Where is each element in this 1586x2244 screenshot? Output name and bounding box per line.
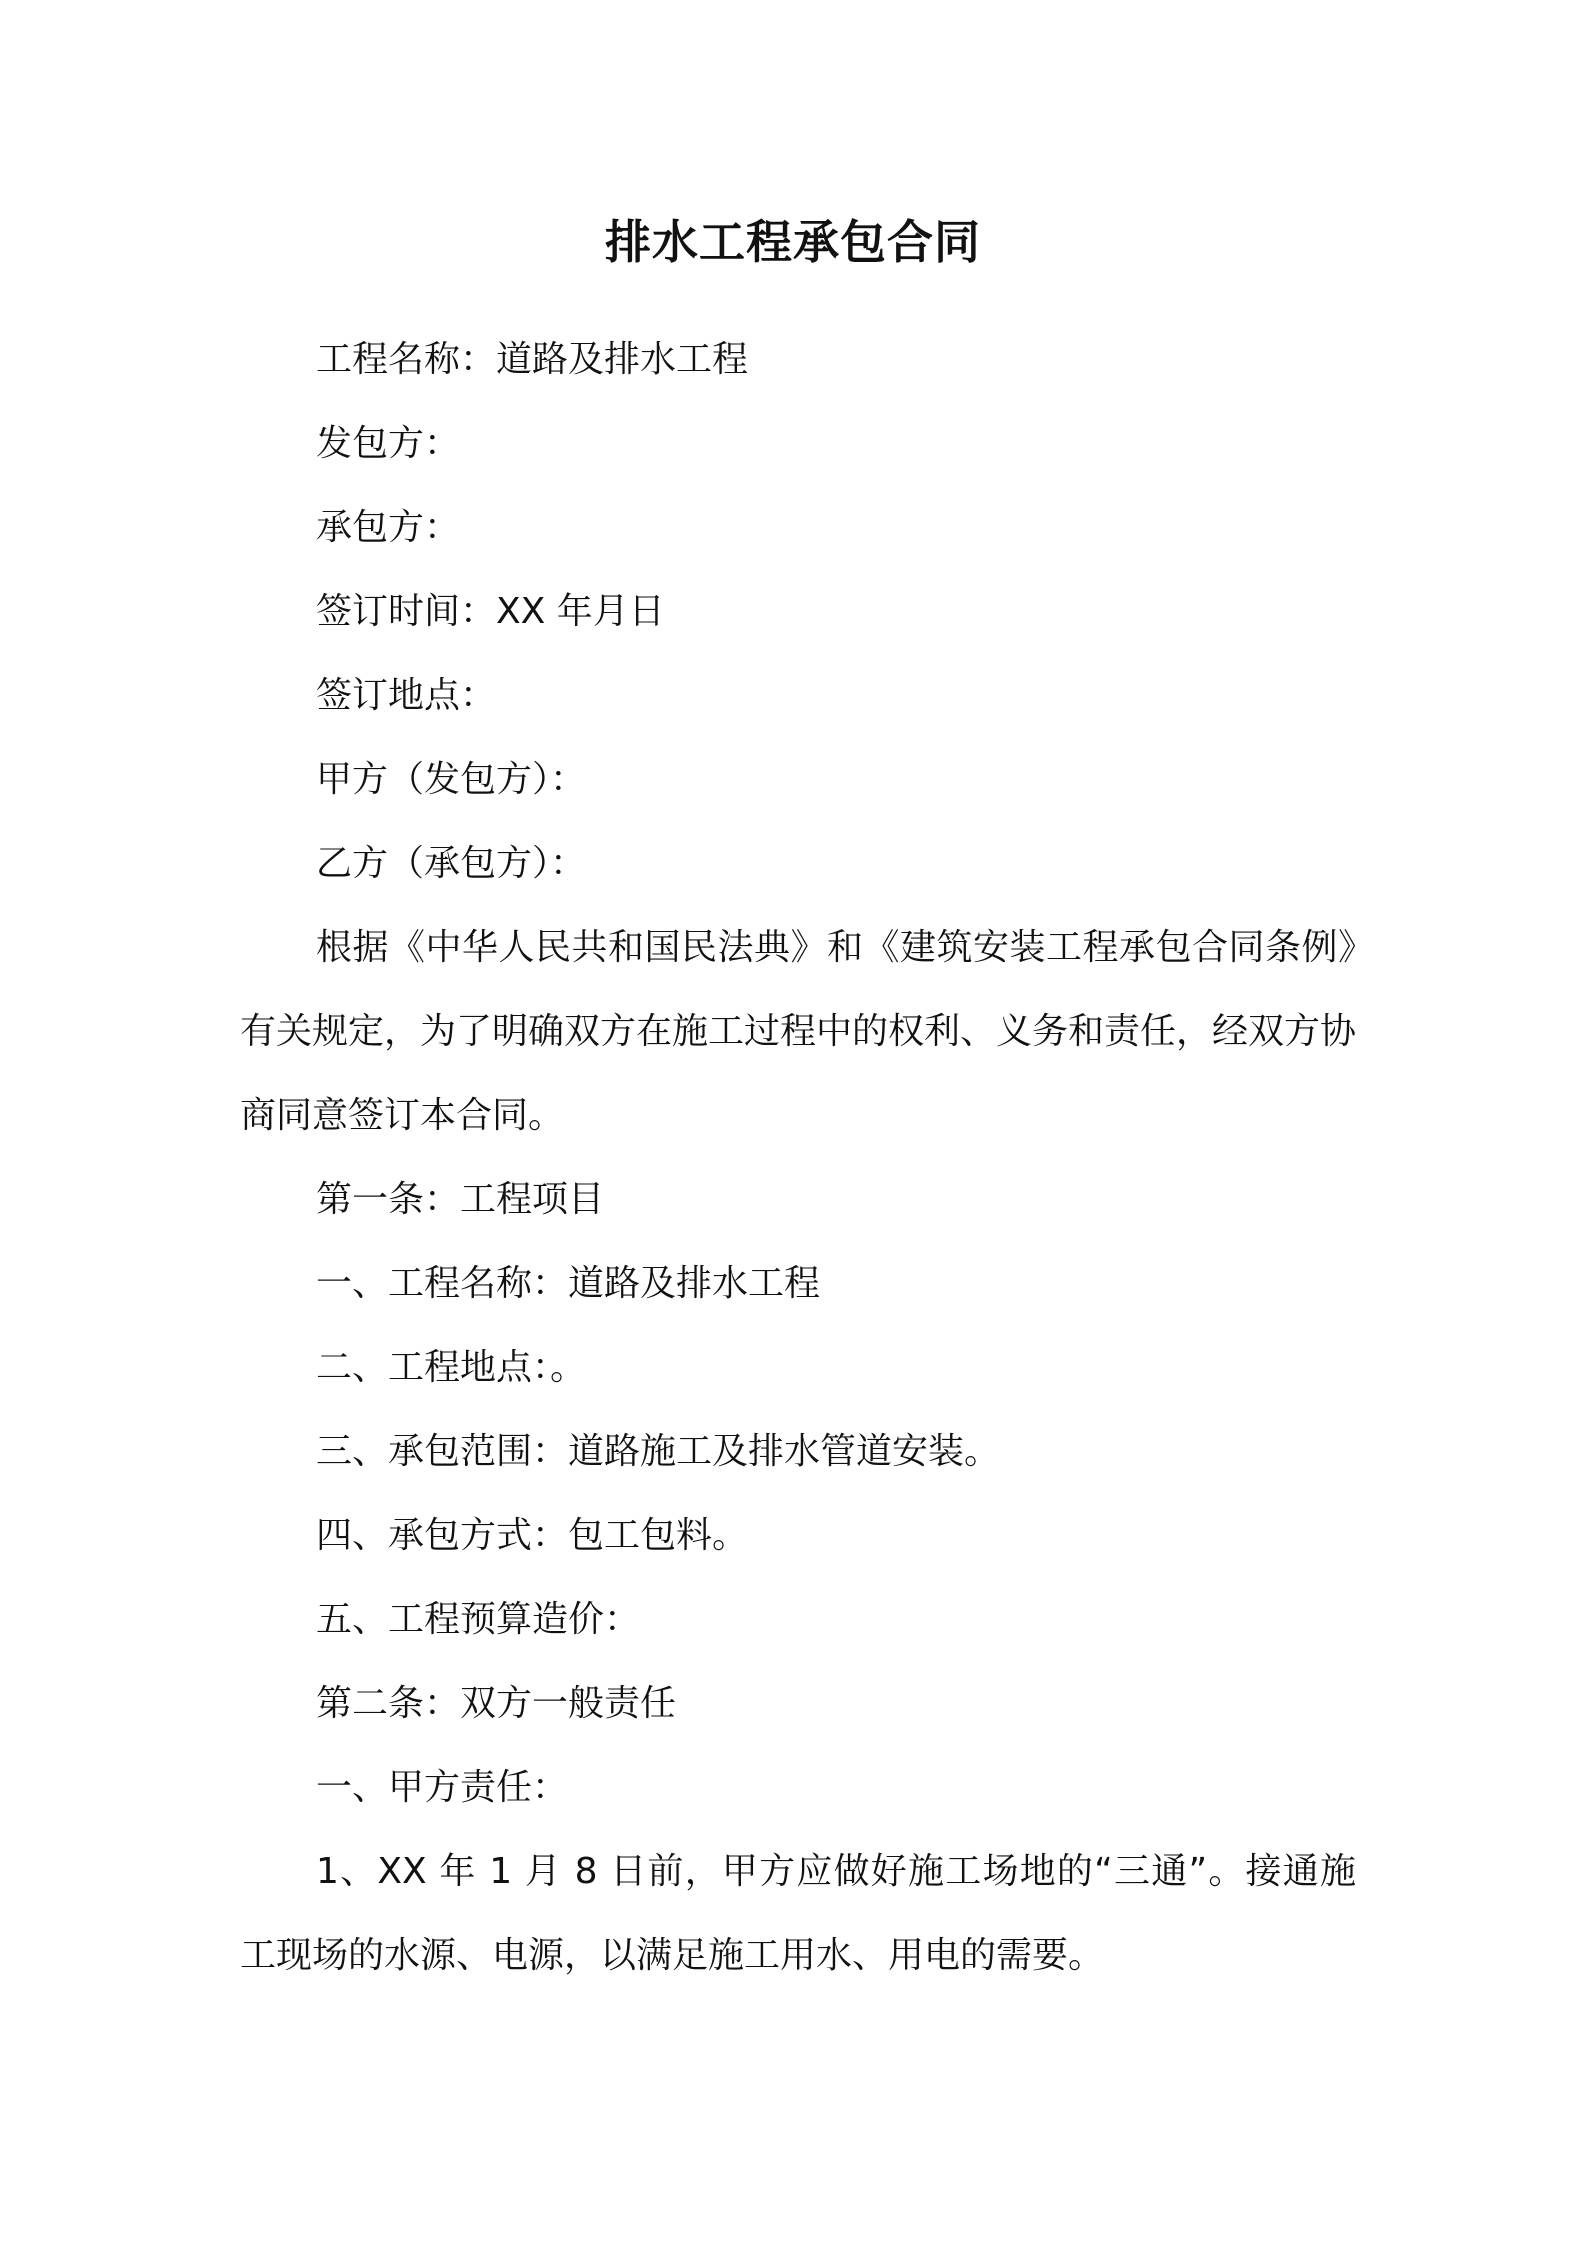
field-project-name: 工程名称：道路及排水工程 bbox=[316, 339, 749, 380]
intro-paragraph: 根据《中华人民共和国民法典》和《建筑安装工程承包合同条例》有关规定，为了明确双方在施工过程中的权利、义务和责任，经双方协商同意签订本合同。 bbox=[240, 927, 1357, 1136]
article-1-item-budget: 五、工程预算造价： bbox=[316, 1599, 641, 1640]
field-party-a: 甲方（发包方）： bbox=[316, 759, 587, 800]
article-2-heading: 第二条：双方一般责任 bbox=[316, 1683, 677, 1724]
field-contractor: 承包方： bbox=[316, 507, 461, 548]
article-1-item-name: 一、工程名称：道路及排水工程 bbox=[316, 1263, 821, 1304]
field-employer: 发包方： bbox=[316, 423, 461, 464]
article-2-item-1: 1、XX 年 1 月 8 日前，甲方应做好施工场地的“三通”。接通施工现场的水源、电源，以满足施工用水、用电的需要。 bbox=[240, 1851, 1356, 1976]
field-sign-date: 签订时间：XX 年月日 bbox=[316, 591, 665, 632]
article-2-subheading: 一、甲方责任： bbox=[316, 1767, 569, 1808]
article-1-item-method: 四、承包方式：包工包料。 bbox=[316, 1515, 749, 1556]
article-1-item-scope: 三、承包范围：道路施工及排水管道安装。 bbox=[316, 1431, 1001, 1472]
document-body bbox=[240, 318, 1356, 1998]
document-title: 排水工程承包合同 bbox=[605, 215, 981, 269]
field-sign-place: 签订地点： bbox=[316, 675, 497, 716]
field-party-b: 乙方（承包方）： bbox=[316, 843, 587, 884]
article-1-heading: 第一条：工程项目 bbox=[316, 1179, 605, 1220]
article-1-item-location: 二、工程地点：。 bbox=[316, 1347, 587, 1388]
